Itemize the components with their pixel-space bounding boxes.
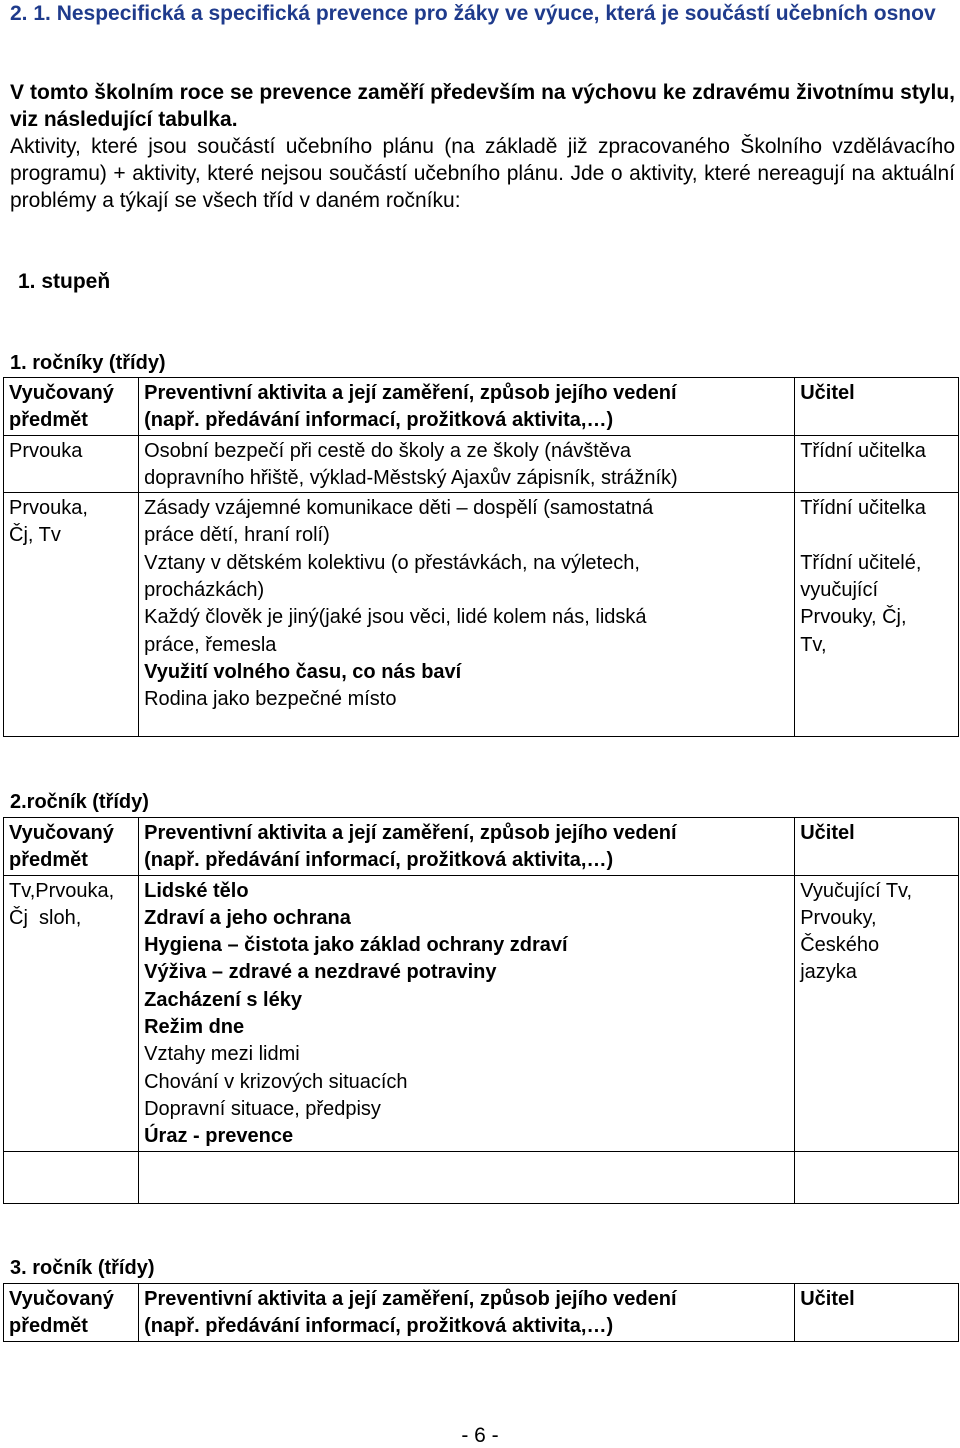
intro-paragraph: Aktivity, které jsou součástí učebního plánu (na základě již zpracovaného Školního vzdělávacího programu) + aktivity, které nejsou součástí učebního plánu. Jde o aktivity, které nereagují na aktuální problémy a týkají se všech tříd v daném ročníku: — [10, 135, 955, 212]
cell-subject: Tv,Prvouka, Čj sloh, — [4, 875, 139, 1151]
cell-subject: Prvouka — [4, 435, 139, 493]
cell-activity: Osobní bezpečí při cestě do školy a ze školy (návštěva dopravního hřiště, výklad-Městský Ajaxův zápisník, strážník) — [139, 435, 795, 493]
cell-subject: Prvouka, Čj, Tv — [4, 493, 139, 737]
header-subject: Vyučovaný předmět — [4, 818, 139, 876]
section-heading: 2. 1. Nespecifická a specifická prevence pro žáky ve výuce, která je součástí učebních osnov — [10, 2, 936, 25]
cell-subject — [4, 1151, 139, 1203]
intro-bold-paragraph: V tomto školním roce se prevence zaměří především na výchovu ke zdravému životnímu stylu, viz následující tabulka. — [10, 81, 955, 131]
prevention-table-2 — [3, 817, 959, 1204]
cell-teacher — [795, 1151, 959, 1203]
table-row — [4, 493, 959, 737]
header-teacher: Učitel — [795, 378, 959, 436]
section-title-2: 2.ročník (třídy) — [10, 791, 149, 813]
table-header-row — [4, 1284, 959, 1342]
prevention-table-3 — [3, 1283, 959, 1342]
header-teacher: Učitel — [795, 1284, 959, 1342]
cell-activity: Lidské tělo Zdraví a jeho ochrana Hygiena – čistota jako základ ochrany zdraví Výživa – zdravé a nezdravé potraviny Zacházení s léky Režim dne Vztahy mezi lidmi Chování v krizových situacích Dopravní situace, předpisy Úraz - prevence — [139, 875, 795, 1151]
header-activity: Preventivní aktivita a její zaměření, způsob jejího vedení (např. předávání informací, prožitková aktivita,…) — [139, 378, 795, 436]
cell-teacher: Vyučující Tv, Prvouky, Českého jazyka — [795, 875, 959, 1151]
header-subject: Vyučovaný předmět — [4, 378, 139, 436]
header-teacher: Učitel — [795, 818, 959, 876]
table-header-row — [4, 818, 959, 876]
section-title-3: 3. ročník (třídy) — [10, 1257, 155, 1279]
header-activity: Preventivní aktivita a její zaměření, způsob jejího vedení (např. předávání informací, prožitková aktivita,…) — [139, 1284, 795, 1342]
table-row — [4, 875, 959, 1151]
table-row-empty — [4, 1151, 959, 1203]
section-title-1: 1. ročníky (třídy) — [10, 352, 166, 374]
header-activity: Preventivní aktivita a její zaměření, způsob jejího vedení (např. předávání informací, prožitková aktivita,…) — [139, 818, 795, 876]
cell-activity — [139, 1151, 795, 1203]
page-number: - 6 - — [461, 1424, 499, 1447]
table-row — [4, 435, 959, 493]
cell-teacher: Třídní učitelka Třídní učitelé, vyučující Prvouky, Čj, Tv, — [795, 493, 959, 737]
cell-activity: Zásady vzájemné komunikace děti – dospělí (samostatná práce dětí, hraní rolí) Vztany v dětském kolektivu (o přestávkách, na výletech, procházkách) Každý člověk je jiný(jaké jsou věci, lidé kolem nás, lidská práce, řemesla Využití volného času, co nás baví Rodina jako bezpečné místo — [139, 493, 795, 737]
level-heading: 1. stupeň — [18, 270, 111, 293]
cell-teacher: Třídní učitelka — [795, 435, 959, 493]
prevention-table-1 — [3, 377, 959, 737]
header-subject: Vyučovaný předmět — [4, 1284, 139, 1342]
table-header-row — [4, 378, 959, 436]
